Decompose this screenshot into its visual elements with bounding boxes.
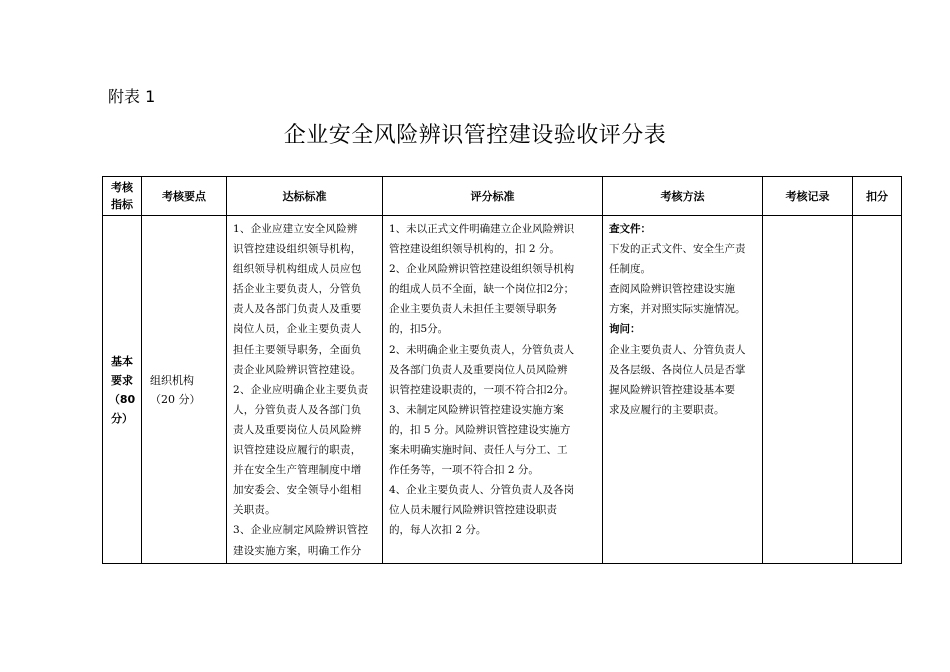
method-line: 求及应履行的主要职责。: [609, 403, 725, 416]
annex-label: 附表 1: [108, 87, 156, 106]
scoring-line: 的，扣 5 分。风险辨识管控建设实施方: [389, 423, 571, 436]
scoring-line: 1、未以正式文件明确建立企业风险辨识: [389, 223, 575, 235]
header-indicator: 考核 指标: [103, 177, 142, 216]
standard-line: 括企业主要负责人，分管负: [233, 283, 362, 296]
scoring-line: 3、未制定风险辨识管控建设实施方案: [389, 403, 564, 416]
standard-line: 加安委会、安全领导小组相: [233, 484, 362, 497]
scoring-line: 及各部门负责人及重要岗位人员风险辨: [389, 363, 568, 376]
standard-line: 3、企业应制定风险辨识管控: [233, 524, 369, 537]
standard-line: 并在安全生产管理制度中增: [233, 464, 362, 477]
header-standard: 达标标准: [227, 177, 383, 216]
scoring-line: 的组成人员不全面，缺一个岗位扣2分；: [389, 283, 575, 296]
scoring-line: 4、企业主要负责人、分管负责人及各岗: [389, 484, 575, 497]
standard-line: 责人及重要岗位人员风险辨: [233, 423, 362, 436]
category-cell: 基本 要求 （80 分）: [103, 216, 142, 564]
standard-cell: [227, 216, 383, 564]
standard-line: 识管控建设应履行的职责，: [233, 444, 362, 457]
record-cell: [763, 216, 853, 564]
deduction-cell: [853, 216, 902, 564]
scoring-cell: [383, 216, 603, 564]
standard-line: 2、企业应明确企业主要负责: [233, 383, 369, 396]
standard-line: 1、企业应建立安全风险辨: [233, 223, 358, 235]
standard-line: 担任主要领导职务，全面负: [233, 343, 362, 356]
standard-line: 责人及各部门负责人及重要: [233, 303, 362, 316]
scoring-line: 识管控建设职责的，一项不符合扣2分。: [389, 383, 575, 396]
scoring-line: 企业主要负责人未担任主要领导职务: [389, 303, 557, 316]
scoring-line: 的，扣5分。: [389, 323, 449, 336]
method-line: 握风险辨识管控建设基本要: [609, 383, 735, 396]
scoring-line: 的，每人次扣 2 分。: [389, 524, 487, 537]
method-line: 及各层级、各岗位人员是否掌: [609, 363, 746, 376]
standard-line: 建设实施方案，明确工作分: [233, 544, 362, 557]
table-row: [103, 216, 902, 564]
scoring-line: 位人员未履行风险辨识管控建设职责: [389, 504, 557, 517]
method-line: 任制度。: [609, 263, 651, 276]
method-line: 方案，并对照实际实施情况。: [609, 303, 746, 316]
method-heading-documents: 查文件：: [609, 223, 651, 235]
key-point-cell: 组织机构 （20 分）: [142, 216, 227, 564]
page-title: 企业安全风险辨识管控建设验收评分表: [283, 123, 667, 148]
table-header-row: [103, 177, 902, 216]
scoring-line: 管控建设组织领导机构的，扣 2 分。: [389, 243, 560, 256]
header-method: 考核方法: [603, 177, 763, 216]
header-key-point: 考核要点: [142, 177, 227, 216]
header-record: 考核记录: [763, 177, 853, 216]
method-line: 企业主要负责人、分管负责人: [609, 343, 746, 356]
method-cell: [603, 216, 763, 564]
method-line: 下发的正式文件、安全生产责: [609, 243, 746, 256]
score-table: [102, 176, 902, 564]
scoring-line: 2、企业风险辨识管控建设组织领导机构: [389, 263, 575, 276]
scoring-line: 2、未明确企业主要负责人，分管负责人: [389, 343, 575, 356]
header-scoring: 评分标准: [383, 177, 603, 216]
standard-line: 岗位人员，企业主要负责人: [233, 323, 362, 336]
header-deduction: 扣分: [853, 177, 902, 216]
standard-line: 组织领导机构组成人员应包: [233, 263, 362, 276]
standard-line: 识管控建设组织领导机构，: [233, 243, 362, 256]
scoring-line: 案未明确实施时间、责任人与分工、工: [389, 444, 568, 457]
standard-line: 责企业风险辨识管控建设。: [233, 363, 362, 376]
method-line: 查阅风险辨识管控建设实施: [609, 283, 735, 296]
method-heading-inquiry: 询问：: [609, 323, 641, 336]
standard-line: 关职责。: [233, 504, 276, 517]
standard-line: 人，分管负责人及各部门负: [233, 403, 362, 416]
scoring-line: 作任务等，一项不符合扣 2 分。: [389, 464, 539, 477]
